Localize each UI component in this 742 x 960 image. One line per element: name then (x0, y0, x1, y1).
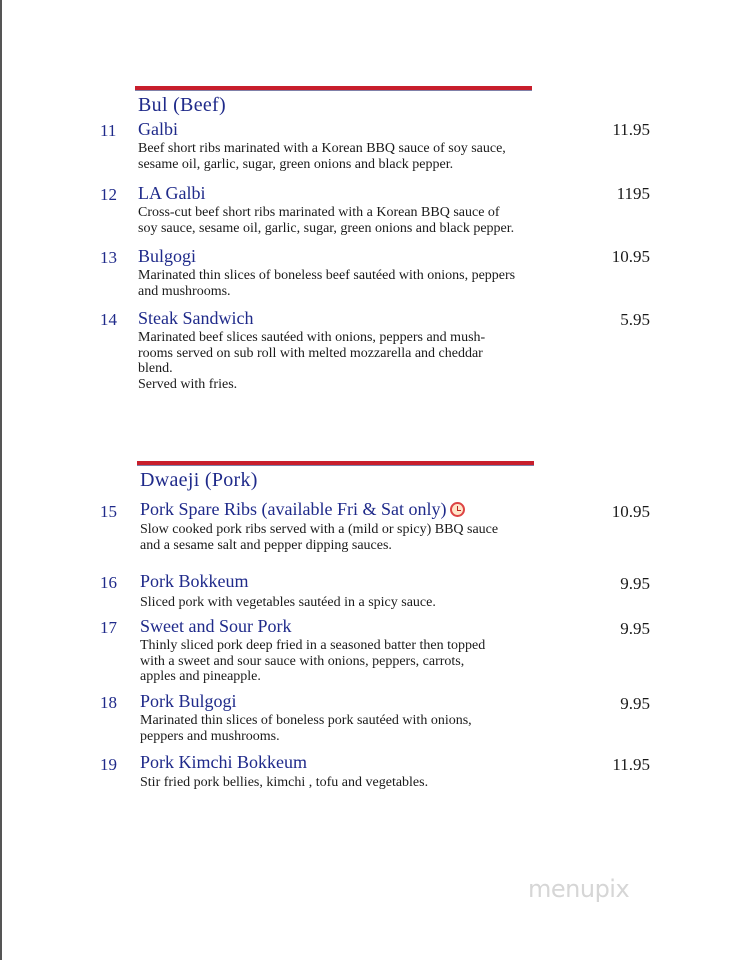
item-price: 9.95 (620, 694, 650, 713)
item-number: 19 (100, 755, 117, 774)
item-number: 11 (100, 121, 117, 140)
page-left-border (0, 0, 2, 960)
item-price: 5.95 (620, 310, 650, 329)
item-name: Steak Sandwich (138, 308, 254, 328)
item-description: Beef short ribs marinated with a Korean BBQ sauce of soy sauce, sesame oil, garlic, sugar, green onions and black pepper. (138, 141, 506, 172)
alarm-clock-icon (450, 502, 465, 517)
item-number: 14 (100, 310, 117, 329)
item-price: 1195 (616, 184, 650, 203)
item-number: 15 (100, 502, 117, 521)
item-description: Thinly sliced pork deep fried in a seasoned batter then topped with a sweet and sour sauce with onions, peppers, carrots, apples and pineapple. (140, 638, 486, 684)
item-number: 12 (100, 185, 117, 204)
section-title-pork: Dwaeji (Pork) (140, 469, 258, 491)
item-name: Bulgogi (138, 246, 197, 266)
item-name: Pork Bokkeum (140, 571, 249, 591)
section-divider (137, 461, 534, 465)
item-price: 11.95 (612, 120, 650, 139)
section-divider (135, 86, 532, 90)
item-price: 10.95 (611, 247, 650, 266)
item-name: LA Galbi (138, 183, 206, 203)
item-price: 9.95 (620, 574, 650, 593)
item-price: 11.95 (612, 755, 650, 774)
item-name-text: Pork Spare Ribs (available Fri & Sat only) (140, 499, 447, 519)
item-price: 10.95 (611, 502, 650, 521)
item-number: 18 (100, 693, 117, 712)
item-name: Pork Kimchi Bokkeum (140, 752, 307, 772)
item-name: Sweet and Sour Pork (140, 616, 292, 636)
item-description: Sliced pork with vegetables sautéed in a spicy sauce. (140, 595, 436, 610)
item-name: Pork Bulgogi (140, 691, 237, 711)
item-number: 13 (100, 248, 117, 267)
item-description: Stir fried pork bellies, kimchi , tofu and vegetables. (140, 775, 429, 790)
item-description: Marinated beef slices sautéed with onions, peppers and mush- rooms served on sub roll with melted mozzarella and cheddar blend. Served with fries. (138, 330, 486, 392)
item-number: 17 (100, 618, 117, 637)
item-description: Slow cooked pork ribs served with a (mild or spicy) BBQ sauce and a sesame salt and pepper dipping sauces. (140, 522, 499, 553)
item-description: Marinated thin slices of boneless pork sautéed with onions, peppers and mushrooms. (140, 713, 472, 744)
item-price: 9.95 (620, 619, 650, 638)
menupix-watermark: menupix (528, 875, 630, 903)
item-description: Marinated thin slices of boneless beef sautéed with onions, peppers and mushrooms. (138, 268, 516, 299)
item-description: Cross-cut beef short ribs marinated with a Korean BBQ sauce of soy sauce, sesame oil, garlic, sugar, green onions and black pepper. (138, 205, 515, 236)
item-number: 16 (100, 573, 117, 592)
item-name (140, 499, 465, 520)
item-name: Galbi (138, 119, 178, 139)
section-title-beef: Bul (Beef) (138, 94, 226, 116)
